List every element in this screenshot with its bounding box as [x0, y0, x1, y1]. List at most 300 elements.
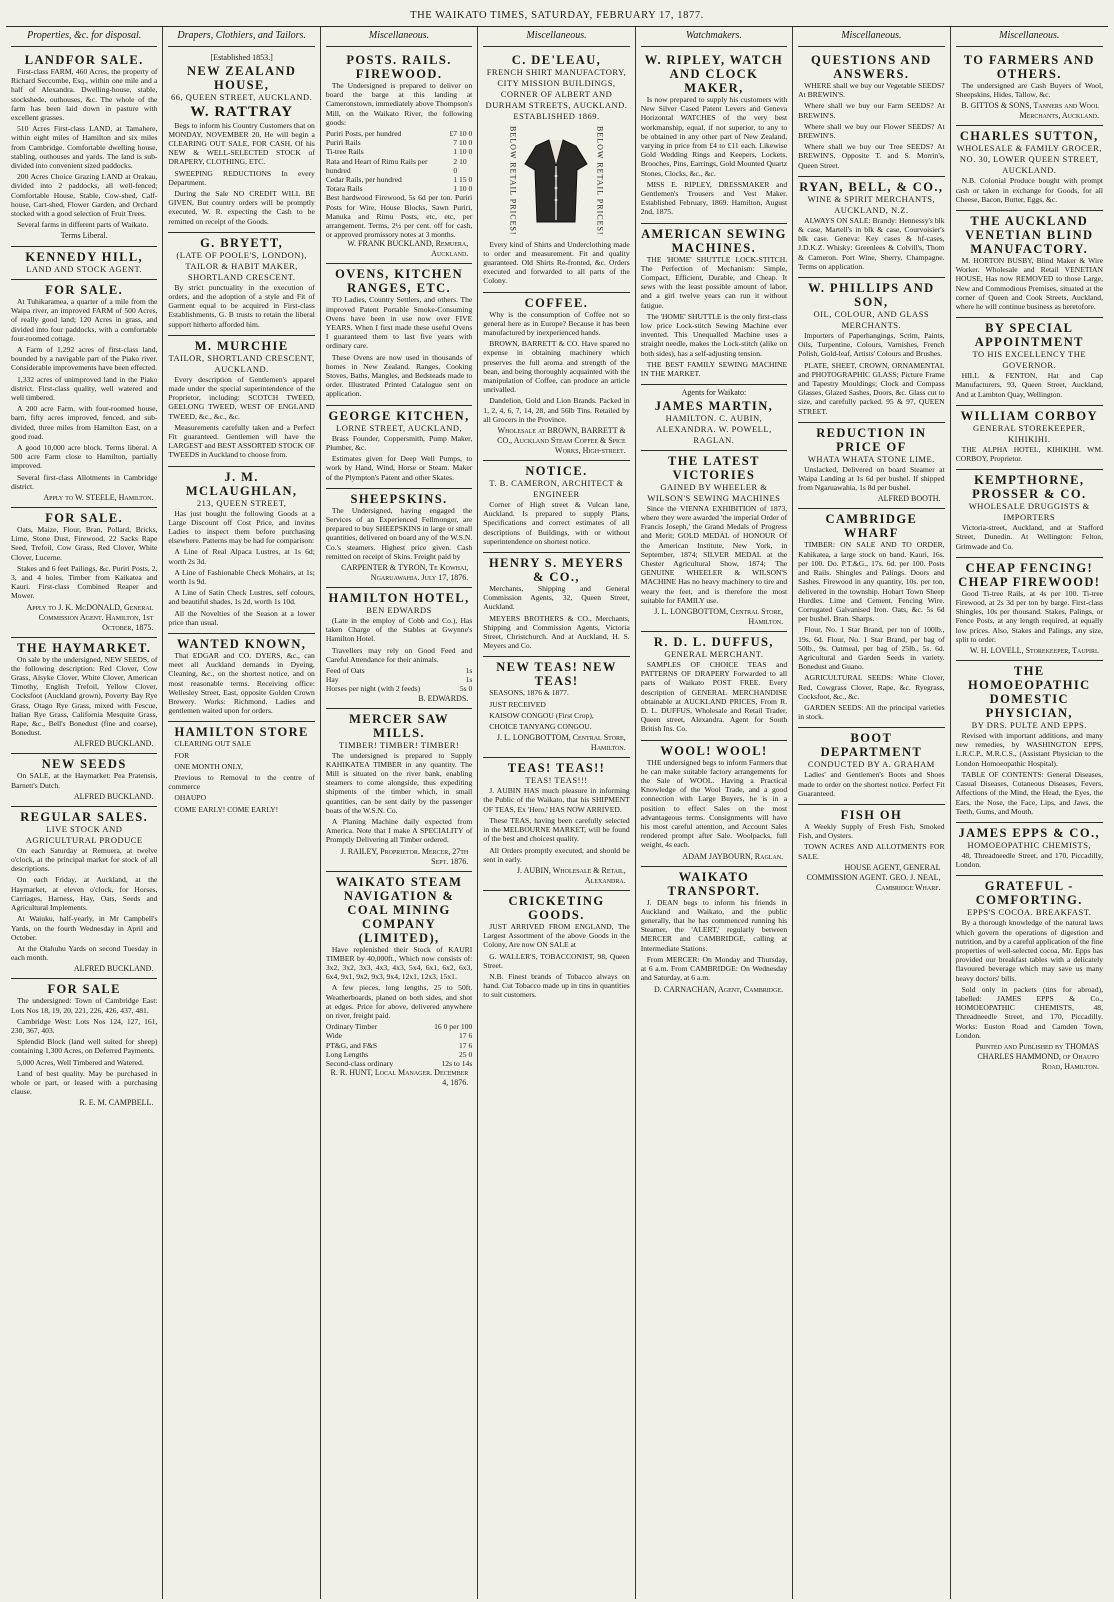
advertisement: [641, 451, 787, 632]
ad-paragraph: During the Sale NO CREDIT WILL BE GIVEN, But country orders will be promptly executed, W. R. expecting the Cash to be remitted on receipt of the Goods.: [168, 188, 315, 226]
ad-title: THE LATEST VICTORIES: [667, 453, 760, 482]
ad-terms: Terms Liberal.: [60, 231, 108, 241]
ad-body: [798, 822, 944, 861]
price-row: [326, 175, 472, 184]
ad-paragraph: BROWN, BARRETT & CO. Have spared no expense in obtaining machinery which preserves the full aroma and strength of the bean, and being thoroughly acquainted with the manipulation of Coffee, can produce an article unrivalled.: [483, 339, 630, 395]
ad-body: [956, 589, 1103, 644]
ad-paragraph: Previous to Removal to the centre of commerce: [168, 773, 315, 792]
ad-subtitle: TIMBER! TIMBER! TIMBER!: [338, 739, 460, 750]
ad-title: NOTICE.: [525, 464, 588, 479]
ad-paragraph: Estimates given for Deep Well Pumps, to work by Hand, Wind, Horse or Steam. Maker of the Plympton's Patent and other Skates.: [325, 454, 473, 482]
ad-title: COFFEE.: [524, 295, 589, 310]
ad-paragraph: TOWN ACRES AND ALLOTMENTS FOR SALE.: [798, 842, 945, 861]
price-item: Cedar Rails, per hundred: [325, 175, 402, 185]
ad-preface: Agents for Waikato:: [681, 388, 747, 398]
price-row: [326, 1059, 472, 1068]
ad-paragraph: MISS E. RIPLEY, DRESSMAKER and Gentlemen's Trousers and Vest Maker. Established February, 1869. Hamilton, August 2nd, 1875.: [640, 179, 788, 217]
ad-title: THE HAYMARKET.: [17, 640, 152, 655]
advertisement: [11, 638, 157, 755]
price-item: Wide: [325, 1031, 342, 1041]
ad-paragraph: Where shall we buy our Farm SEEDS? At BREWIN'S.: [798, 101, 945, 120]
price-value: 7 10 0: [453, 138, 473, 148]
ad-title: NEW ZEALAND HOUSE,: [186, 63, 297, 92]
column-heading: Miscellaneous.: [798, 27, 944, 47]
ad-paragraph: Importers of Paperhangings, Scrim, Paints, Oils, Turpentine, Colours, Varnishes, French Polish, Gold-leaf, Artists' Colours and Brushes.: [798, 331, 945, 359]
price-item: Hay: [325, 675, 339, 685]
ad-subtitle: TAILOR, SHORTLAND CRESCENT, AUCKLAND.: [168, 352, 315, 374]
ad-paragraph: THE ALPHA HOTEL, KIHIKIHI. WM. CORBOY, Proprietor.: [955, 444, 1103, 464]
ad-paragraph: A 200 acre Farm, with four-roomed house, barn, fifty acres improved, fenced, and sub-divided, three miles from Hamilton East, on a good road.: [11, 404, 158, 441]
price-value: 16 0 per 100: [434, 1022, 473, 1032]
ad-subtitle: EPPS'S COCOA. BREAKFAST.: [967, 907, 1092, 918]
ad-body: [483, 786, 629, 864]
ad-paragraph: All Orders promptly executed, and should be sent in early.: [483, 845, 630, 864]
advertisement: [168, 634, 314, 722]
ad-title: FOR SALE: [47, 982, 121, 997]
price-value: 1s: [465, 675, 473, 685]
ad-signature: Wholesale at BROWN, BARRETT & CO., Auckland Steam Coffee & Spice Works, High-street.: [497, 426, 626, 456]
ad-title: SHEEPSKINS.: [350, 491, 448, 506]
advertisement: [483, 461, 629, 553]
ad-paragraph: On SALE, at the Haymarket: Pea Pratensis, Barnett's Dutch.: [11, 771, 158, 790]
ad-signature: R. E. M. CAMPBELL.: [79, 1098, 154, 1108]
ad-paragraph: Why is the consumption of Coffee not so general here as in Europe? Because it has been manufactured by inexperienced hands.: [483, 309, 630, 337]
ad-signature: R. R. HUNT, Local Manager. December 4, 1876.: [330, 1068, 469, 1088]
advertisement: [798, 423, 944, 510]
ad-paragraph: A few pieces, long lengths, 25 to 50ft. Weatherboards, planed on both sides, and shot at edges. Price for above, delivered anywhere on river, freight paid.: [325, 983, 473, 1020]
ad-paragraph: Merchants, Shipping and General Commission Agents, 32, Queen Street, Auckland.: [483, 584, 630, 612]
side-banner-right: BELOW RETAIL PRICES!: [595, 126, 605, 236]
ad-title: GEORGE KITCHEN,: [328, 408, 470, 423]
ad-subtitle: TEAS! TEAS!!!: [525, 775, 588, 786]
ad-paragraph: N.B. Colonial Produce bought with prompt cash or taken in exchange for Goods, for all Cheese, Bacon, Butter, Eggs, &c.: [955, 176, 1103, 204]
ad-paragraph: Where shall we buy our Flower SEEDS? At BREWIN'S.: [798, 121, 945, 141]
ad-title: THE HOMOEOPATHIC DOMESTIC PHYSICIAN,: [967, 664, 1091, 721]
ad-paragraph: Flour, No. 1 Star Brand, per ton of 100lb., 19s. 6d. Flour, No. 1 Star Brand, per bag of 50lb., 9s. Oatmeal, per bag of 25lb., 5s. 6d. Agricultural and Garden Seeds in variety. Bonedust and Guano.: [798, 625, 945, 672]
ad-title: REGULAR SALES.: [20, 809, 149, 824]
ad-body: [11, 297, 157, 491]
ad-paragraph: Stakes and 6 feet Pailings, &c. Puriri Posts, 2, 3, and 4 holes. Timber from Kaikatea and Kauri. First-class Combined Reaper and Mower.: [11, 563, 158, 601]
ad-title: WOOL! WOOL!: [660, 743, 768, 758]
ad-subtitle: LIVE STOCK AND AGRICULTURAL PRODUCE: [25, 823, 143, 845]
advertisement: [326, 872, 472, 1093]
advertisement: [168, 467, 314, 634]
ad-paragraph: Land of best quality. May be purchased in whole or part, or leased with a purchasing clause.: [11, 1068, 158, 1097]
ad-paragraph: Unslacked, Delivered on board Steamer at Waipa Landing at 1s 6d per bushel. If shipped from Ngaruawahia, 1s 8d per bushel.: [798, 464, 945, 493]
ad-signature: Apply to W. STEELE, Hamilton.: [43, 493, 154, 503]
ad-title: REDUCTION IN PRICE OF: [816, 425, 927, 454]
ad-paragraph: N.B. Finest brands of Tobacco always on hand. Cut Tobacco made up in tins in quantities to suit customers.: [483, 971, 630, 1000]
advertisement: [641, 632, 787, 741]
advertisement: [11, 754, 157, 806]
ad-paragraph: From MERCER: On Monday and Thursday, at 6 a.m. From CAMBRIDGE: On Wednesday and Saturday, at 6 a.m.: [640, 954, 788, 983]
advertisement: [956, 126, 1103, 211]
ad-body: [11, 846, 157, 962]
ad-body: [956, 523, 1103, 551]
ad-signature: ADAM JAYBOURN, Raglan.: [682, 851, 784, 861]
ad-title: FOR SALE.: [45, 511, 124, 526]
ad-title: W. RIPLEY, WATCH AND CLOCK MAKER,: [644, 53, 784, 95]
ad-subtitle: GENERAL STOREKEEPER, KIHIKIHI.: [973, 422, 1086, 444]
ad-paragraph: Every description of Gentlemen's apparel made under the special superintendence of the Proprietor, including: SCOTCH TWEED, GEELONG TWEED, WEST OF ENGLAND TWEED, &c., &c., &c.: [168, 374, 315, 421]
advertisement: [168, 233, 314, 336]
advertisement: [483, 553, 629, 657]
ad-body: [168, 283, 314, 329]
ad-body: [483, 500, 629, 546]
advertisement: [798, 805, 944, 897]
ad-paragraph: GARDEN SEEDS: All the principal varieties in stock.: [798, 702, 945, 722]
ad-body: [326, 295, 472, 398]
ad-subtitle: LAND AND STOCK AGENT.: [26, 263, 143, 274]
column-1: [6, 27, 163, 1599]
ad-body: [798, 81, 944, 170]
ad-paragraph: SEASONS, 1876 & 1877.: [489, 688, 569, 698]
ad-body: [11, 67, 157, 229]
price-item: Rata and Heart of Rimu Rails per hundred: [325, 156, 428, 175]
advertisement: [798, 278, 944, 423]
advertisement: [956, 211, 1103, 318]
price-item: Puriri Rails: [325, 138, 361, 148]
advertisement: [11, 50, 157, 247]
ad-paragraph: TIMBER: ON SALE AND TO ORDER, Kahikatea, a large stock on band. Kauri, 16s. per 100. Do. P.T.&G., 17s. 6d. per 100. Posts and Rails. Shingles and Palings. Doors and Sashes. Firewood in any quantity, 10s. per ton, delivered in the township. Hobart Town Sheep Hurdles. Lime and Cement. Fencing Wire. Corrugated Galvanised Iron. Oats, &c. 5s 6d per bushel. Bran. Sharps.: [798, 540, 945, 624]
column-4: [478, 27, 635, 1599]
ad-body: [641, 255, 787, 379]
ad-body: [956, 81, 1103, 99]
ad-paragraph: PLATE, SHEET, CROWN, ORNAMENTAL and PHOTOGRAPHIC GLASS; Picture Frame and Tapestry Mouldings; Clock and Compass Glasses, Glazed Sashes, Doors, &c. Glass cut to size, and carefully packed. 95 & 97, QUEEN STREET.: [798, 360, 945, 416]
advertisement: [641, 867, 787, 999]
advertisement: [483, 891, 629, 1006]
ad-subtitle: CONDUCTED BY A. GRAHAM: [807, 759, 935, 770]
price-value: 1 10 0: [453, 184, 473, 194]
ad-paragraph: ALWAYS ON SALE: Brandy: Hennessy's blk & case, Martell's in blk & case, Courvoisier's blk case. Geneva: Key cases & hf-cases, J.D.K.Z. Whisky: Greenlees & Colvill's, Thom & Cameron. Port Wine, Sherry, Champagne. Terms on application.: [798, 215, 945, 271]
ad-title: BY SPECIAL APPOINTMENT: [974, 321, 1084, 350]
ad-paragraph: TABLE OF CONTENTS: General Diseases, Casual Diseases, Cutaneous Diseases, Fevers, Affections of the Mind, the Head, the Eyes, the Ears, the Nose, the Face, Lips, and Jaws, the Teeth, Gums, and Mouth.: [955, 769, 1103, 816]
ad-paragraph: A Weekly Supply of Fresh Fish, Smoked Fish, and Oysters.: [798, 821, 945, 841]
ad-paragraph: The Undersigned, having engaged the Services of an Experienced Fellmonger, are prepared to buy SHEEPSKINS in large or small quantities, delivered on board any of the W.S.N. Co.'s steamers. Highest price given. Cash remitted on receipt of Skins. Freight paid by: [325, 505, 473, 561]
advertisement: [798, 509, 944, 728]
ad-paragraph: Several first-class Allotments in Cambridge district.: [11, 472, 158, 491]
ad-paragraph: A good 10,000 acre block. Terms liberal. A 500 acre Farm close to Hamilton, partially improved.: [11, 443, 158, 471]
ad-body: [168, 651, 314, 715]
advertisement: [326, 50, 472, 264]
ad-body: [326, 506, 472, 561]
ad-paragraph: Victoria-street, Auckland, and at Stafford Street, Dunedin. At Wellington: Felton, Grimwade and Co.: [955, 523, 1103, 551]
price-row: [326, 666, 472, 675]
ad-paragraph: JUST ARRIVED FROM ENGLAND, The Largest Assortment of the above Goods in the Colony, Are now ON SALE at: [483, 921, 630, 950]
ad-title: G. BRYETT,: [200, 235, 284, 250]
price-value: 17 6: [458, 1040, 473, 1050]
ad-title: AMERICAN SEWING MACHINES.: [641, 226, 787, 255]
advertisement: [641, 385, 787, 451]
columns-grid: [6, 27, 1108, 1599]
price-item: Ti-tree Rails: [325, 147, 364, 157]
ad-paragraph: First-class FARM, 460 Acres, the property of Richard Seccombe, Esq., within one mile and a half of Alexandra. Dwelling-house, stable, stockshede, outhouses, &c. The whole of the farm has been laid down in pasture with excellent grasses.: [11, 67, 158, 123]
ad-body: [641, 758, 787, 850]
ad-paragraph: Oats, Maize, Flour, Bran, Pollard, Bricks, Lime, Stone Dust, Firewood, 22 Sacks Rape Seed, Trefoil, Cow Grass, Red Clover, White Clover, Lucerne.: [11, 525, 158, 562]
ad-title: KENNEDY HILL,: [25, 249, 144, 264]
ad-signature: HOUSE AGENT, GENERAL COMMISSION AGENT. GEO. J. NEAL, Cambridge Wharf.: [806, 862, 941, 892]
ad-body: [798, 216, 944, 271]
ad-paragraph: These Ovens are now used in thousands of homes in New Zealand. Ranges, Cooking Stoves, Baths, Mangles, and Bedsteads made to order. Illustrated Printed Catalogue sent on application.: [325, 352, 473, 399]
advertisement: [956, 823, 1103, 876]
ad-body: [483, 584, 629, 650]
column-heading: Watchmakers.: [641, 27, 787, 47]
ad-body: [956, 176, 1103, 204]
price-value: 1s: [465, 665, 473, 675]
ad-proprietor-name: W. RATTRAY: [190, 103, 294, 120]
ad-paragraph: 510 Acres First-class LAND, at Tamahere, within eight miles of Hamilton and six miles from Cambridge. Comfortable dwelling house, stabling, outhouses and yards. The land is sub-divided into convenient sized paddocks.: [11, 124, 158, 171]
ad-signature: B. GITTOS & SONS, Tanners and Wool Merchants, Auckland.: [961, 101, 1099, 121]
ad-note: Best hardwood Firewood, 5s 6d per ton. Puriri Posts for Wire, House Blocks, Sawn Puriri, Manuka and Rimu Posts, etc, etc, per arrangement. Terms, 2½ per cent. off for cash, or approved promissory notes at 3 months.: [325, 193, 473, 240]
ad-signature: B. EDWARDS.: [418, 693, 469, 703]
ad-subtitle: LORNE STREET, AUCKLAND,: [336, 422, 463, 433]
ad-body: [168, 121, 314, 226]
ad-paragraph: Good Ti-tree Rails, at 4s per 100. Ti-tree Firewood, at 2s 3d per ton by barge. First-class Shingles, 10s per thousand. Stakes, Palings, or Fence Posts, at any length required, at equally low prices. Also, Stakes and Palings, any size, split to order.: [955, 588, 1103, 644]
price-row: [326, 1031, 472, 1040]
price-value: 2 10 0: [453, 156, 467, 175]
ad-body: [798, 465, 944, 493]
ad-subtitle: HAMILTON. C. AUBIN, ALEXANDRA. W. POWELL, RAGLAN.: [656, 412, 772, 445]
advertisement: [956, 318, 1103, 406]
price-value: 17 6: [458, 1031, 473, 1041]
ad-subtitle: WINE & SPIRIT MERCHANTS, AUCKLAND, N.Z.: [807, 193, 936, 215]
price-row: [326, 184, 472, 193]
ad-body: [326, 751, 472, 845]
ad-subtitle: WHATA WHATA STONE LIME.: [807, 453, 935, 464]
ad-paragraph: By a thorough knowledge of the natural laws which govern the operations of digestion and nutrition, and by a careful application of the fine properties of well-selected cocoa, Mr. Epps has provided our breakfast tables with a delicately flavoured beverage which may save us many heavy doctors' bills.: [955, 918, 1103, 983]
ad-title: WILLIAM CORBOY: [960, 408, 1098, 423]
ad-paragraph: These TEAS, having been carefully selected in the MELBOURNE MARKET, will be found of the best and choicest quality.: [483, 815, 630, 844]
ad-paragraph: A Line of Fashionable Check Mohairs, at 1s; worth 1s 9d.: [168, 567, 315, 586]
advertisement: [483, 50, 629, 293]
advertisement: [326, 489, 472, 588]
ad-title: CAMBRIDGE WHARF: [825, 512, 918, 541]
advertisement: [641, 50, 787, 224]
price-value: £7 10 0: [449, 129, 473, 139]
ad-title: HAMILTON HOTEL,: [328, 590, 470, 605]
ad-subtitle: BEN EDWARDS: [366, 604, 432, 615]
ad-signature: J. L. LONGBOTTOM, Central Store, Hamilton.: [654, 607, 784, 627]
ad-signature: W. H. LOVELL, Storekeeper, Taupiri.: [969, 646, 1099, 656]
ad-title: RYAN, BELL, & CO.,: [799, 179, 944, 194]
ad-paragraph: The 'HOME' SHUTTLE is the only first-class low price Lock-stitch Sewing Machine ever invented. This Unequalled Machine uses a straight needle, makes the Lock-stitch (alike on both sides), has a self-adjusting tension.: [640, 311, 788, 358]
ad-paragraph: Cambridge West: Lots Nos 124, 127, 161, 230, 367, 403.: [11, 1016, 158, 1035]
ad-paragraph: CLEARING OUT SALE: [174, 739, 252, 749]
ad-subtitle: BY DRS. PULTE AND EPPS.: [971, 720, 1087, 731]
ad-body: [168, 509, 314, 627]
advertisement: [956, 876, 1103, 1076]
price-value: 5s 0: [459, 684, 473, 694]
ad-paragraph: KAISOW CONGOU (First Crop),: [489, 710, 594, 720]
masthead: THE WAIKATO TIMES, SATURDAY, FEBRUARY 17, 1877.: [6, 6, 1108, 27]
ad-paragraph: Have replenished their Stock of KAURI TIMBER by 40,000ft., Which now consists of: 3x2, 3x2, 3x3, 4x3, 4x3, 5x4, 6x1, 6x2, 6x3, 6x4, 9x1, 9x2, 9x3, 9x4, 12x1, 12x3, 15x1.: [325, 944, 473, 982]
ad-paragraph: TO Ladies, Country Settlers, and others. The improved Patent Portable Smoke-Consuming Ovens have been in use now over FIVE YEARS. When I first made these useful Ovens I guaranteed them to last five years with ordinary care.: [325, 295, 473, 351]
advertisement: [326, 588, 472, 709]
ad-title: POSTS. RAILS. FIREWOOD.: [346, 53, 452, 81]
advertisement: [11, 247, 157, 280]
ad-body: [326, 945, 472, 1021]
ad-paragraph: Revised with important additions, and many new remedies, by WASHINGTON EPPS, L.R.C.P., M.R.C.S., (Assistant Physician to the London Homoeopathic Hospital).: [955, 731, 1103, 768]
advertisement: [483, 657, 629, 758]
price-item: Puriri Posts, per hundred: [325, 129, 402, 139]
price-row: [326, 1022, 472, 1031]
ad-paragraph: Travellers may rely on Good Feed and Careful Attendance for their animals.: [325, 645, 473, 664]
ad-title: M. MURCHIE: [194, 338, 289, 353]
ad-paragraph: On each Saturday at Remuera, at twelve o'clock, at the principal market for stock of all descriptions.: [11, 845, 158, 874]
ad-subtitle: 66, QUEEN STREET, AUCKLAND.: [170, 91, 313, 102]
ad-body: [798, 770, 944, 798]
advertisement: [11, 280, 157, 508]
ad-title: CHEAP FENCING! CHEAP FIREWOOD!: [958, 560, 1101, 589]
shirt-icon: [521, 136, 591, 226]
ad-paragraph: Splendid Block (land well suited for sheep) containing 1,300 Acres, on Deferred Payments.: [11, 1037, 158, 1056]
ad-title: LANDFOR SALE.: [24, 53, 144, 67]
ad-body: [956, 851, 1103, 869]
ad-paragraph: Brass Founder, Coppersmith, Pump Maker, Plumber, &c.: [325, 433, 473, 452]
ad-title: BOOT DEPARTMENT: [820, 731, 923, 760]
ad-paragraph: A Planing Machine daily expected from America. Note that I make A SPECIALITY of Promptly Delivering all Timber ordered.: [325, 816, 473, 845]
ad-body: [11, 655, 157, 738]
ad-title: CHARLES SUTTON,: [959, 129, 1099, 144]
ad-paragraph: The undersigned is prepared to Supply KAHIKATEA TIMBER in any quantity. The Mill is situated on the river bank, enabling steamers to come alongside, thus expediting shipments of the timber which, in small quantities, can be sent daily by the passenger boats of the W.S.N. Co.: [325, 750, 473, 815]
ad-body: [11, 771, 157, 789]
advertisement: [641, 741, 787, 867]
ad-paragraph: THE 'HOME' SHUTTLE LOCK-STITCH. The Perfection of Mechanism: Simple, Compact, Efficient, Durable, and Cheap. It sews with the least possible amount of labor, and a girl twelve years can run it without fatigue.: [640, 254, 788, 310]
advertisement: [326, 264, 472, 405]
ad-paragraph: MEYERS BROTHERS & CO., Merchants, Shipping and Commission Agents, Victoria Street, Christchurch. And at Auckland, H. S. Meyers and Co.: [483, 613, 630, 651]
column-heading: Miscellaneous.: [326, 27, 472, 47]
ad-subtitle: HOMOEOPATHIC CHEMISTS,: [967, 839, 1092, 850]
column-heading: Miscellaneous.: [483, 27, 629, 47]
ad-paragraph: 5,000 Acres, Well Timbered and Watered.: [17, 1057, 144, 1067]
ad-body: [168, 375, 314, 460]
ad-subtitle: GENERAL MERCHANT.: [664, 649, 764, 660]
price-item: Ordinary Timber: [325, 1022, 378, 1032]
column-7: [951, 27, 1108, 1599]
ad-subtitle: (LATE OF POOLE'S, LONDON), TAILOR & HABIT MAKER, SHORTLAND CRESCENT.: [176, 249, 307, 282]
ad-subtitle: FRENCH SHIRT MANUFACTORY, CITY MISSION BUILDINGS, CORNER OF ALBERT AND DURHAM STREETS, AUCKLAND. ESTABLISHED 1869.: [485, 67, 628, 121]
ad-paragraph: AGRICULTURAL SEEDS: White Clover, Red, Cowgrass Clover, Rape, &c. Ryegrass, Cocksfoot, &c., &c.: [798, 673, 945, 701]
ad-body: [483, 688, 629, 731]
ad-subtitle: T. B. CAMERON, ARCHITECT & ENGINEER: [489, 478, 624, 500]
ad-body: [641, 660, 787, 734]
price-row: [326, 1041, 472, 1050]
price-row: [326, 675, 472, 684]
ad-paragraph: Where shall we buy our Tree SEEDS? At BREWIN'S, Opposite T. and S. Morrin's, Queen Street.: [798, 142, 945, 170]
price-value: 12s to 14s: [441, 1059, 473, 1069]
ad-paragraph: Begs to inform his Country Customers that on MONDAY, NOVEMBER 20, He will begin a CLEARING OUT SALE, FOR CASH, Of his NEW & WELL-SELECTED STOCK of DRAPERY, CLOTHING, ETC.: [168, 120, 315, 167]
ad-title: WAIKATO STEAM NAVIGATION & COAL MINING COMPANY (LIMITED),: [335, 874, 463, 945]
ad-paragraph: SWEEPING REDUCTIONS In every Department.: [168, 168, 315, 187]
ad-title: TEAS! TEAS!!: [507, 761, 606, 776]
ad-body: [956, 445, 1103, 463]
price-value: 1 15 0: [453, 175, 473, 185]
price-value: 25 0: [458, 1049, 473, 1059]
ad-title: W. PHILLIPS AND SON,: [808, 281, 935, 310]
ad-paragraph: FOR: [174, 750, 190, 760]
ad-body: [641, 504, 787, 605]
ad-title: FOR SALE.: [45, 282, 124, 297]
price-row: [326, 129, 472, 138]
price-item: Totara Rails: [325, 184, 363, 194]
ad-title: KEMPTHORNE, PROSSER & CO.: [972, 473, 1087, 502]
ad-body: [483, 922, 629, 1000]
ad-body: [798, 540, 944, 721]
ad-paragraph: A Line of Satin Check Lustres, self colours, and beautiful shades, 1s 2d, worth 1s 10d.: [168, 588, 315, 607]
ad-body: [483, 310, 629, 424]
ad-paragraph: On each Friday, at Auckland, at the Haymarket, at eleven o'clock, for Horses, Carriages, Harness, Hay, Oats, Seeds and Agricultural Implements.: [11, 875, 158, 913]
ad-paragraph: Ladies' and Gentlemen's Boots and Shoes made to order on the shortest notice. Perfect Fit Guaranteed.: [798, 770, 945, 798]
price-item: Second-class ordinary: [325, 1059, 394, 1069]
ad-paragraph: That EDGAR and CO. DYERS, &c., can meet all Auckland demands in Dyeing, Cleaning, &c., on the shortest notice, and on most reasonable terms. Receiving office: Wellesley Street, East, opposite Golden Crown Brewery. Works: Richmond. Ladies and gentlemen waited upon for orders.: [168, 651, 315, 716]
ad-title: C. DE'LEAU,: [511, 53, 602, 67]
ad-subtitle: OIL, COLOUR, AND GLASS MERCHANTS.: [813, 309, 930, 331]
ad-paragraph: 200 Acres Choice Grazing LAND at Orakau, divided into 2 paddocks, all well-fenced; Comfortable House, Stable, Cow-shed, Calf-house, Cart-shed, Flower Garden, and Orchard stocked with a good selection of Fruit Trees.: [11, 172, 158, 219]
advertisement: [956, 50, 1103, 126]
ad-paragraph: Since the VIENNA EXHIBITION of 1873, where they were awarded 'the imperial Order of Francis Joseph,' the Grand Medals of Progress and Merit; GOLD MEDAL of HONOUR Of the American Institute, New York, in September, 1874; SILVER MEDAL at the Chester Agricultural Show, 1874; The GENUINE WHEELER & WILSON'S MACHINE Has no heavy machinery to tire and weary the feet, and is therefore the most suitable for FAMILY use.: [640, 503, 788, 605]
ad-paragraph: HILL & FENTON, Hat and Cap Manufacturers, 93, Queen Street, Auckland, And at Lambton Quay, Wellington.: [955, 371, 1103, 399]
advertisement: [326, 709, 472, 872]
ad-paragraph: 1,332 acres of unimproved land in the Piako district. First-class quality, well watered and well timbered.: [11, 374, 158, 402]
ad-title: CRICKETING GOODS.: [508, 893, 605, 922]
ad-title: OVENS, KITCHEN RANGES, ETC.: [335, 267, 464, 296]
ad-paragraph: Several farms in different parts of Waikato.: [17, 220, 149, 230]
price-value: 1 10 0: [453, 147, 473, 157]
ad-signature: D. CARNACHAN, Agent, Cambridge.: [654, 984, 784, 994]
side-banner-left: BELOW RETAIL PRICES!: [508, 126, 518, 236]
ad-signature: ALFRED BOOTH.: [877, 494, 941, 504]
ad-paragraph: CHOICE TANYANG CONGOU.: [489, 722, 592, 732]
ad-signature: ALFRED BUCKLAND.: [73, 791, 154, 801]
ad-title: QUESTIONS AND ANSWERS.: [811, 53, 932, 81]
advertisement: [956, 470, 1103, 558]
ad-body: [956, 731, 1103, 816]
ad-title: WAIKATO TRANSPORT.: [667, 869, 761, 898]
ad-body: [11, 525, 157, 601]
price-row: [326, 157, 472, 175]
ad-title: J. M. MCLAUGHLAN,: [185, 469, 298, 498]
ad-paragraph: A Line of Real Alpaca Lustres, at 1s 6d; worth 2s 3d.: [168, 547, 315, 566]
ad-paragraph: At the Otahuhu Yards on second Tuesday in each month.: [11, 943, 158, 963]
column-3: [321, 27, 478, 1599]
ad-body: [956, 256, 1103, 311]
ad-paragraph: Is now prepared to supply his customers with New Silver Cased Patent Levers and Geneva Horizontal WATCHES of the very best workmanship, equal, if not superior, to any to be obtained in any other part of New Zealand, varying in price from £4 to £11 each. Likewise Gold Wedding Rings and Keepers, Lockets, Brooches, Pins, Earrings, Gold Mounted Quartz Stones, Clocks, &c., &c.: [640, 95, 788, 178]
ad-subtitle: 213, QUEEN STREET,: [196, 497, 287, 508]
advertisement: [956, 558, 1103, 661]
ad-title: NEW SEEDS: [41, 757, 127, 772]
advertisement: [11, 508, 157, 638]
ad-paragraph: M. HORTON BUSBY, Blind Maker & Wire Worker. Wholesale and Retail VENETIAN HOUSE, Has now REMOVED to those Large, New and Commodious Premises, situated at the corner of Queen and Cook Streets, Auckland, where he will continue business as heretofore.: [955, 256, 1103, 312]
advertisement: [798, 177, 944, 278]
price-row: [326, 147, 472, 156]
advertisement: [326, 406, 472, 489]
ad-title: FISH OH: [840, 807, 903, 822]
ad-signature: J. AUBIN, Wholesale & Retail, Alexandra.: [516, 865, 626, 885]
ad-body: [11, 996, 157, 1096]
ad-signature: J. L. LONGBOTTOM, Central Store, Hamilton.: [496, 733, 626, 753]
ad-subtitle: WHOLESALE & FAMILY GROCER, NO. 30, LOWER QUEEN STREET, AUCKLAND.: [956, 143, 1102, 176]
ad-subtitle: WHOLESALE DRUGGISTS & IMPORTERS: [968, 501, 1090, 523]
ad-preface: [Established 1853.]: [210, 53, 273, 62]
ad-paragraph: OHAUPO: [174, 793, 207, 803]
ad-signature: J. RAILEY, Proprietor. Mercer, 27th Sept. 1876.: [340, 846, 469, 866]
ad-paragraph: The undersigned are Cash Buyers of Wool, Sheepskins, Hides, Tallow, &c.: [955, 81, 1103, 100]
price-row: [326, 138, 472, 147]
ad-body: [326, 616, 472, 664]
ad-title: GRATEFUL - COMFORTING.: [975, 879, 1083, 908]
ad-paragraph: COME EARLY! COME EARLY!: [174, 804, 279, 814]
ad-paragraph: Corner of High street & Vulcan lane, Auckland. Is prepared to supply Plans, Specifications and correct estimates of all descriptions of Buildings, with or without superintendence on shortest notice.: [483, 500, 630, 546]
